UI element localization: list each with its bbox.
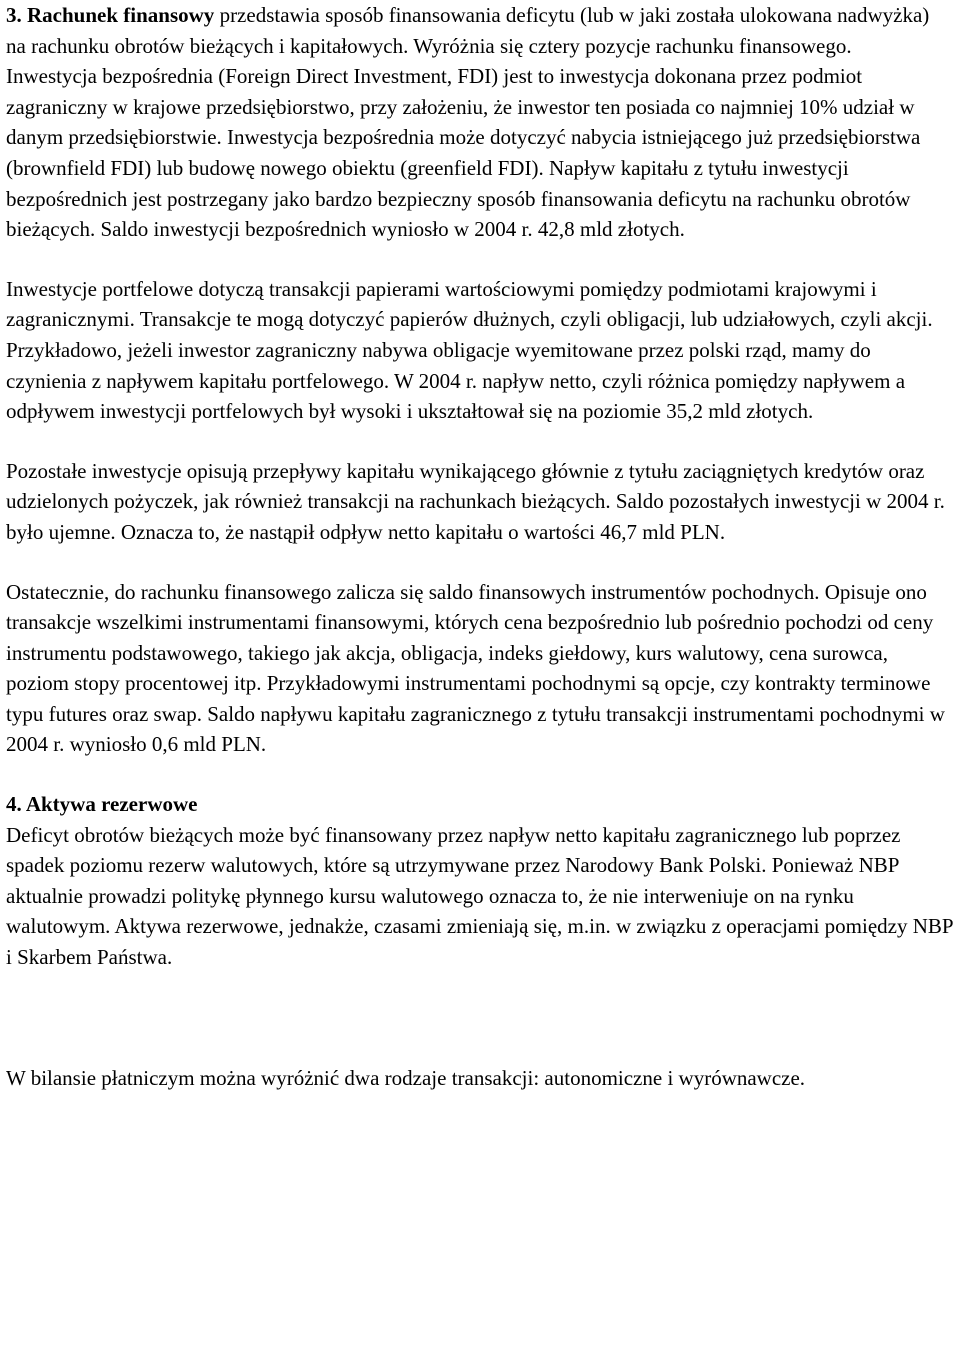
derivatives-paragraph: Ostatecznie, do rachunku finansowego zalicza się saldo finansowych instrumentów pochodnych. Opisuje ono transakcje wszelkimi instrumentami finansowymi, których cena bezpośrednio lub pośrednio pochodzi od ceny instrumentu podstawowego, takiego jak akcja, obligacja, indeks giełdowy, kurs walutowy, cena surowca, poziom stopy procentowej itp. Przykładowymi instrumentami pochodnymi są opcje, czy kontrakty terminowe typu futures oraz swap. Saldo napływu kapitału zagranicznego z tytułu transakcji instrumentami pochodnymi w 2004 r. wyniosło 0,6 mld PLN. [6,579,945,757]
section-3-heading: 3. Rachunek finansowy [6,3,215,27]
portfolio-investment-paragraph: Inwestycje portfelowe dotyczą transakcji papierami wartościowymi pomiędzy podmiotami krajowymi i zagranicznymi. Transakcje te mogą dotyczyć papierów dłużnych, czyli obligacji, lub udziałowych, czyli akcji. Przykładowo, jeżeli inwestor zagraniczny nabywa obligacje wyemitowane przez polski rząd, mamy do czynienia z napływem kapitału portfelowego. W 2004 r. napływ netto, czyli różnica pomiędzy napływem a odpływem inwestycji portfelowych był wysoki i ukształtował się na poziomie 35,2 mld złotych. [6,276,933,424]
other-investment-paragraph: Pozostałe inwestycje opisują przepływy kapitału wynikającego głównie z tytułu zaciągniętych kredytów oraz udzielonych pożyczek, jak również transakcji na rachunkach bieżących. Saldo pozostałych inwestycji w 2004 r. było ujemne. Oznacza to, że nastąpił odpływ netto kapitału o wartości 46,7 mld PLN. [6,458,945,544]
section-4-heading: 4. Aktywa rezerwowe [6,792,198,817]
section-3-intro [6,0,954,61]
section-3-intro-text: przedstawia sposób finansowania deficytu (lub w jaki została ulokowana nadwyżka) na rachunku obrotów bieżących i kapitałowych. Wyróżnia się cztery pozycje rachunku finansowego. [6,3,930,58]
reserve-assets-paragraph: Deficyt obrotów bieżących może być finansowany przez napływ netto kapitału zagranicznego lub poprzez spadek poziomu rezerw walutowych, które są utrzymywane przez Narodowy Bank Polski. Ponieważ NBP aktualnie prowadzi politykę płynnego kursu walutowego oznacza to, że nie interweniuje on na rynku walutowym. Aktywa rezerwowe, jednakże, czasami zmieniają się, m.in. w związku z operacjami pomiędzy NBP i Skarbem Państwa. [6,822,953,970]
fdi-paragraph: Inwestycja bezpośrednia (Foreign Direct Investment, FDI) jest to inwestycja dokonana przez podmiot zagraniczny w krajowe przedsiębiorstwo, przy założeniu, że inwestor ten posiada co najmniej 10% udział w danym przedsiębiorstwie. Inwestycja bezpośrednia może dotyczyć nabycia istniejącego już przedsiębiorstwa (brownfield FDI) lub budowę nowego obiektu (greenfield FDI). Napływ kapitału z tytułu inwestycji bezpośrednich jest postrzegany jako bardzo bezpieczny sposób finansowania deficytu na rachunku obrotów bieżących. Saldo inwestycji bezpośrednich wyniosło w 2004 r. 42,8 mld złotych. [6,64,921,242]
closing-paragraph: W bilansie płatniczym można wyróżnić dwa rodzaje transakcji: autonomiczne i wyrównawcze. [6,1065,806,1090]
document-page [6,0,954,1093]
